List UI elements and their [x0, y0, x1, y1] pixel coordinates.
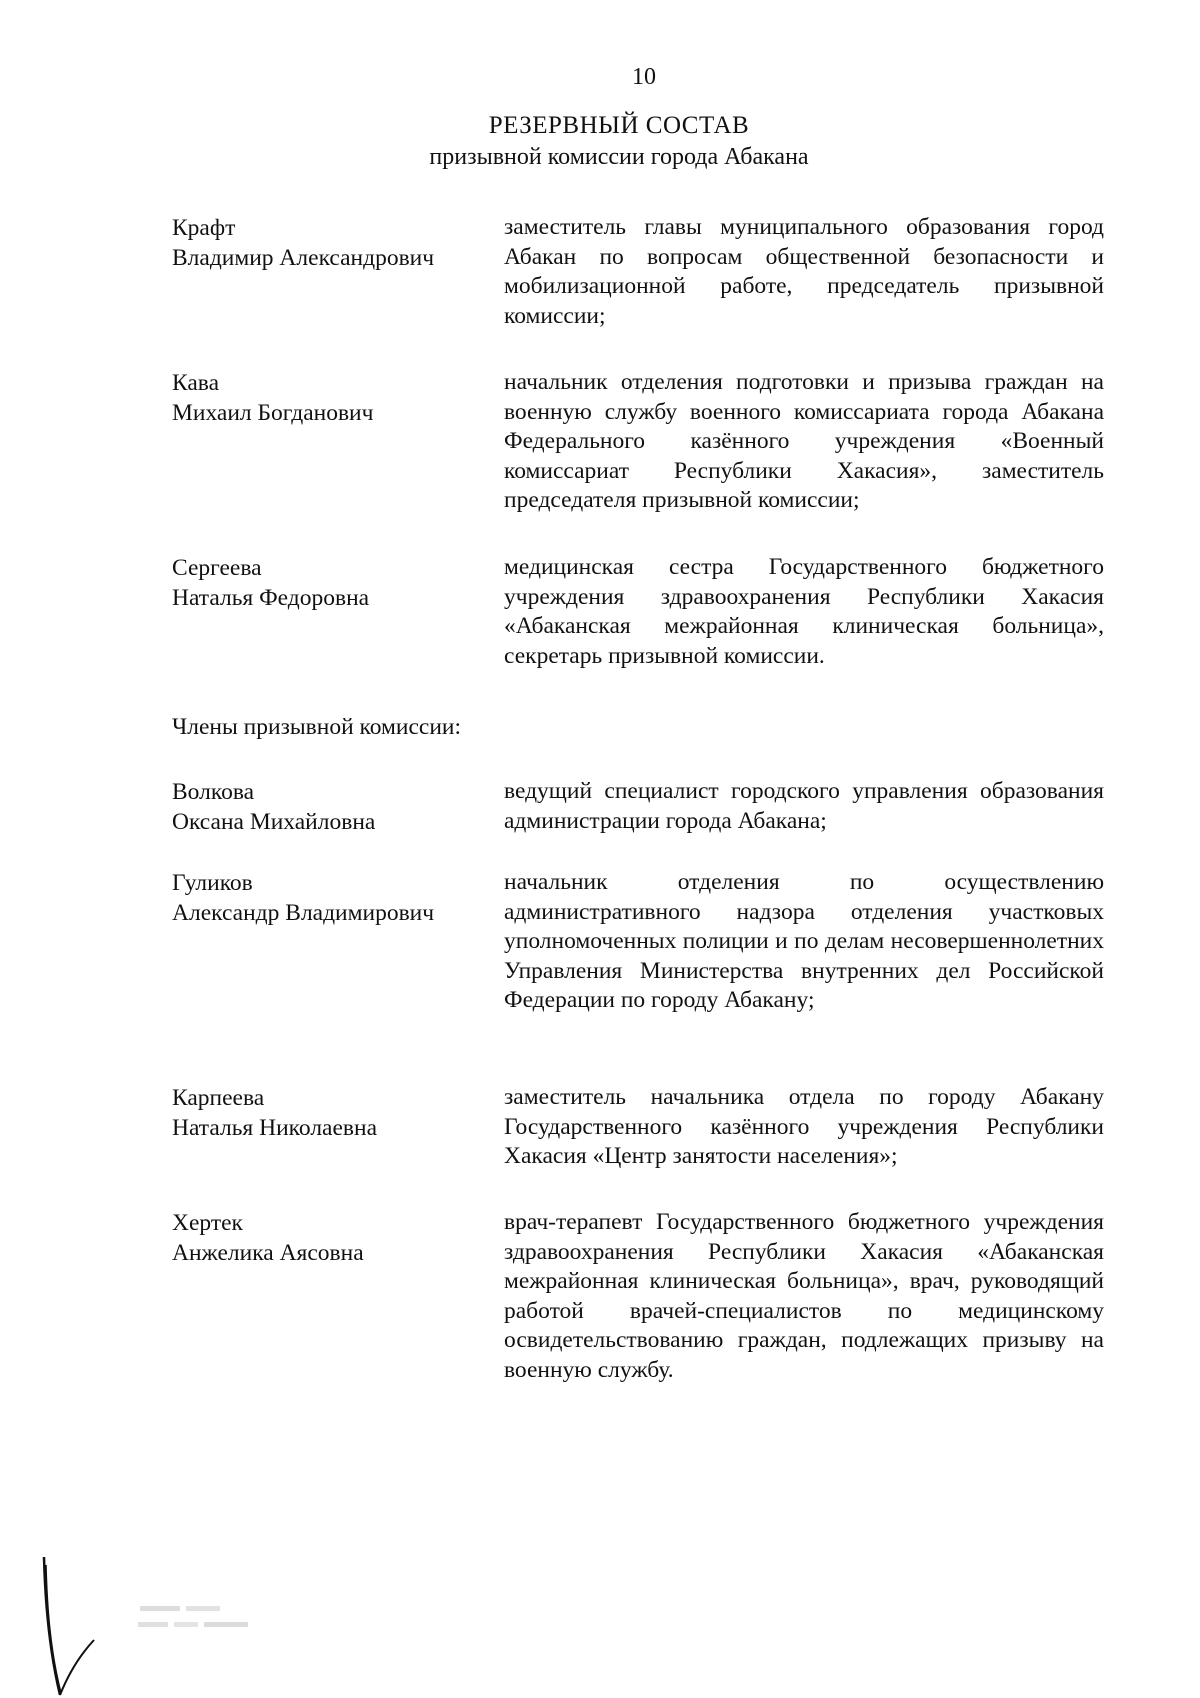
person-name: [172, 1208, 492, 1268]
page-number: 10: [632, 64, 656, 90]
surname: Карпеева: [172, 1085, 265, 1111]
person-name: [172, 868, 492, 928]
surname: Хертек: [172, 1210, 243, 1236]
surname: Сергеева: [172, 555, 262, 581]
given-names: Наталья Федоровна: [172, 585, 370, 611]
surname: Крафт: [172, 215, 236, 241]
person-role: заместитель главы муниципального образования город Абакан по вопросам общественной безопасности и мобилизационной работе, председатель призывной комиссии;: [504, 214, 1104, 329]
document-title: РЕЗЕРВНЫЙ СОСТАВ: [488, 112, 750, 139]
given-names: Анжелика Аясовна: [172, 1240, 364, 1266]
given-names: Михаил Богданович: [172, 400, 374, 426]
person-role: врач-терапевт Государственного бюджетного учреждения здравоохранения Республики Хакасия «Абаканская межрайонная клиническая больница», врач, руководящий работой врачей-специалистов по медицинскому освидетельствованию граждан, подлежащих призыву на военную службу.: [504, 1209, 1104, 1383]
given-names: Оксана Михайловна: [172, 809, 376, 835]
members-heading: Члены призывной комиссии:: [172, 714, 462, 740]
person-role: медицинская сестра Государственного бюджетного учреждения здравоохранения Республики Хакасия «Абаканская межрайонная клиническая больница», секретарь призывной комиссии.: [504, 554, 1104, 669]
document-subtitle: призывной комиссии города Абакана: [429, 144, 809, 170]
surname: Гуликов: [172, 870, 253, 896]
person-name: [172, 213, 492, 273]
person-role: начальник отделения по осуществлению административного надзора отделения участковых уполномоченных полиции и по делам несовершеннолетних Управления Министерства внутренних дел Российской Федерации по городу Абакану;: [504, 869, 1104, 1013]
person-name: [172, 368, 492, 428]
person-role: начальник отделения подготовки и призыва граждан на военную службу военного комиссариата города Абакана Федерального казённого учреждения «Военный комиссариат Республики Хакасия», заместитель председателя призывной комиссии;: [504, 369, 1104, 513]
handwritten-mark: [38, 1555, 98, 1698]
person-role: ведущий специалист городского управления образования администрации города Абакана;: [504, 778, 1104, 834]
given-names: Александр Владимирович: [172, 900, 435, 926]
person-name: [172, 1083, 492, 1143]
surname: Волкова: [172, 779, 255, 805]
given-names: Владимир Александрович: [172, 245, 435, 271]
person-role: заместитель начальника отдела по городу Абакану Государственного казённого учреждения Республики Хакасия «Центр занятости населения»;: [504, 1084, 1104, 1169]
person-name: [172, 553, 492, 613]
person-name: [172, 777, 492, 837]
faint-stamp: [138, 1602, 278, 1642]
given-names: Наталья Николаевна: [172, 1115, 378, 1141]
surname: Кава: [172, 370, 220, 396]
